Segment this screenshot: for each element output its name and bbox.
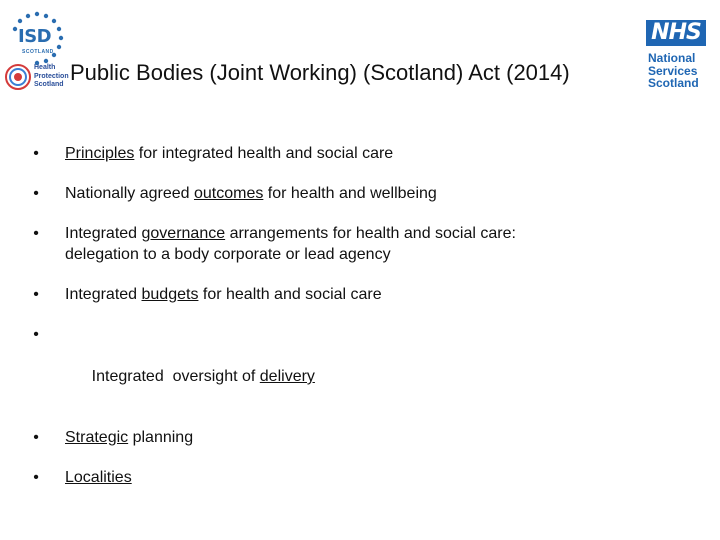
bullet-text-pre: Integrated bbox=[65, 225, 142, 242]
bullet-text-post: for integrated health and social care bbox=[134, 145, 394, 162]
bullet-text-line2: delegation to a body corporate or lead agency bbox=[65, 246, 391, 263]
bullet-dot: • bbox=[33, 469, 39, 486]
isd-logo-subtext: SCOTLAND bbox=[22, 49, 54, 55]
bullet-dot: • bbox=[33, 429, 39, 446]
hps-line: Scotland bbox=[34, 81, 64, 88]
nhs-line: Scotland bbox=[648, 76, 699, 90]
isd-logo-text: ISD bbox=[18, 26, 52, 47]
nhs-logo-box: NHS bbox=[646, 20, 706, 46]
hps-line: Protection bbox=[34, 72, 69, 80]
bullet-item bbox=[30, 427, 670, 448]
bullet-text-post: planning bbox=[128, 429, 194, 446]
bullet-list bbox=[30, 143, 670, 488]
bullet-text-pre: Integrated bbox=[65, 286, 142, 303]
bullet-text-post: for health and social care bbox=[198, 286, 382, 303]
bullet-item bbox=[30, 284, 670, 305]
bullet-text-pre: Integrated oversight of bbox=[91, 368, 260, 385]
bullet-item bbox=[30, 223, 670, 265]
bullet-item bbox=[30, 324, 670, 408]
bullet-dot: • bbox=[33, 145, 39, 162]
bullet-dot: • bbox=[33, 286, 39, 303]
bullet-keyword: budgets bbox=[141, 286, 199, 303]
hps-line: Health bbox=[34, 64, 56, 71]
isd-scotland-logo bbox=[6, 8, 68, 70]
bullet-keyword: Localities bbox=[65, 469, 132, 486]
bullet-text-post: arrangements for health and social care: bbox=[225, 225, 516, 242]
nhs-line: Services bbox=[648, 63, 698, 78]
bullet-dot: • bbox=[33, 225, 39, 242]
bullet-item bbox=[30, 143, 670, 164]
bullet-keyword: delivery bbox=[259, 368, 315, 385]
bullet-keyword: governance bbox=[141, 225, 226, 242]
bullet-keyword: Principles bbox=[65, 145, 135, 162]
bullet-dot: • bbox=[33, 185, 39, 202]
bullet-keyword: outcomes bbox=[193, 185, 264, 202]
bullet-text-pre: Nationally agreed bbox=[65, 185, 194, 202]
bullet-item bbox=[30, 467, 670, 488]
hps-logo bbox=[4, 62, 72, 94]
slide-title: Public Bodies (Joint Working) (Scotland) Act (2014) bbox=[70, 60, 570, 85]
bullet-keyword: Strategic bbox=[65, 429, 129, 446]
hps-logo-text bbox=[34, 64, 69, 90]
nhs-line: National bbox=[648, 51, 696, 65]
bullet-text-post: for health and wellbeing bbox=[263, 185, 437, 202]
hps-emblem-icon bbox=[4, 62, 32, 92]
bullet-item bbox=[30, 183, 670, 204]
bullet-dot: • bbox=[33, 326, 39, 343]
